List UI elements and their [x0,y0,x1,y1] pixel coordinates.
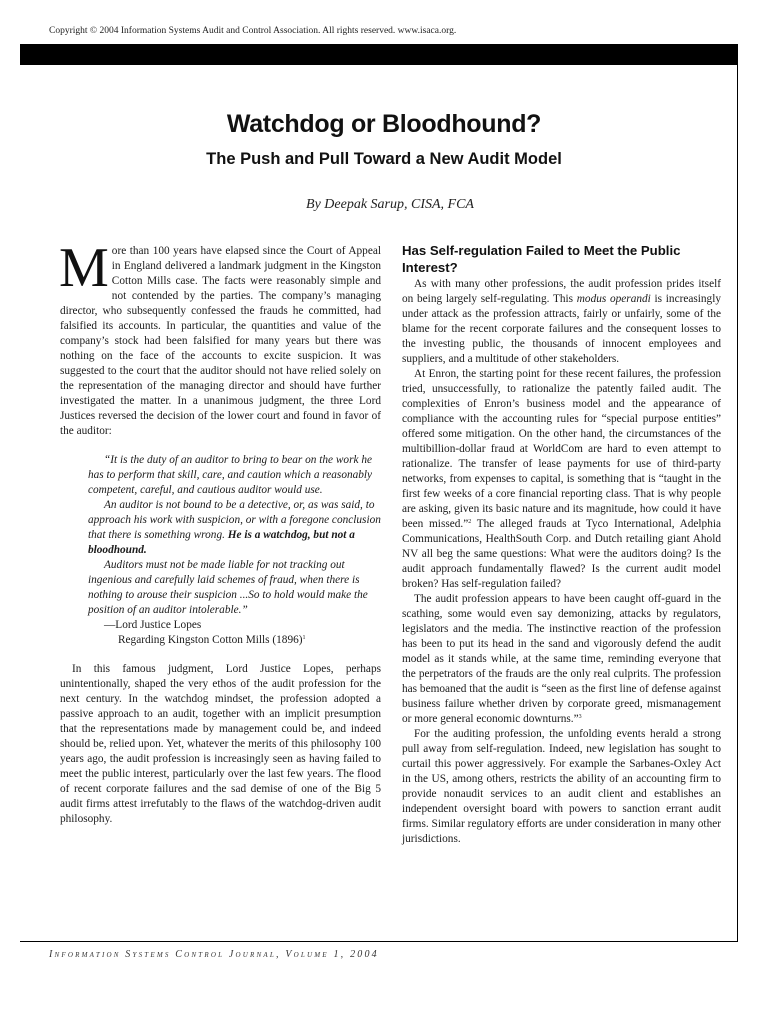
journal-footer: Information Systems Control Journal, Volume 1, 2004 [49,949,379,960]
body-text: As with many other professions, the audit profession prides itself on being largely self-regulating. This [402,278,721,305]
left-column [59,237,381,827]
body-paragraph [402,277,721,367]
intro-paragraph [59,237,381,439]
block-quote [88,453,381,648]
italic-term: modus operandi [576,293,651,305]
footnote-ref-1: 1 [302,635,306,641]
body-paragraph [402,592,721,727]
section-heading: Has Self-regulation Failed to Meet the Public Interest? [402,243,681,275]
article-title: Watchdog or Bloodhound? [226,110,542,138]
footnote-ref-3: 3 [578,714,582,720]
body-text: The alleged frauds at Tyco International, Adelphia Communications, HealthSouth Corp. and Dutch retailing giant Ahold NV all beg the same questions: What were the auditors doing? Is the audit approach fundamentally flawed? Is the current audit model broken? Has self-regulation failed? [402,518,722,590]
author-byline: By Deepak Sarup, CISA, FCA [306,197,474,212]
intro-text: ore than 100 years have elapsed since the Court of Appeal in England delivered a landmark judgment in the Kingston Cotton Mills case. The facts were reasonably simple and not contended by the parties. The company’s managing director, who subsequently confessed the frauds he committed, had falsified its accounts. In particular, the quantities and value of the company’s stock had been falsified for many years but there was nothing on the face of the accounts to excite suspicion. It was suggested to the court that the auditor should not have relied solely on the representation of the managing director and should have further investigated the matter. In a unanimous judgment, the three Lord Justices reversed the decision of the lower court and found in favor of the auditor: [60,245,381,437]
quote-source [88,633,381,648]
quote-attribution: —Lord Justice Lopes [104,619,202,631]
body-text: is increasingly under attack as the profession attracts, fairly or unfairly, some of the blame for the recent corporate failures and the consequent losses to the investing public, the thousands of innocent employees and suppliers, and a multitude of other stakeholders. [402,293,721,365]
quote-paragraph-3: Auditors must not be made liable for not tracking out ingenious and carefully laid schemes of fraud, when there is nothing to arouse their suspicion ...So to hold would make the position of an auditor intolerable.” [88,559,368,616]
quote-source-text: Regarding Kingston Cotton Mills (1896) [118,634,303,646]
body-paragraph: In this famous judgment, Lord Justice Lopes, perhaps unintentionally, shaped the very ethos of the audit profession for the next century. In the watchdog mindset, the profession adopted a passive approach to an audit, together with an implicit presumption that the representations made by management could be, and indeed should be, relied upon. Yet, whatever the merits of this philosophy 100 years ago, the audit profession is increasingly seen as having failed to meet the public interest, particularly over the last few years. The flood of recent corporate failures and the sad demise of one of the Big 5 audit firms attest irrefutably to the flaws of the watchdog-driven audit philosophy. [60,663,381,825]
quote-paragraph-2-text: An auditor is not bound to be a detective, or, as was said, to approach his work with suspicion, or with a foregone conclusion that there is something wrong. [88,499,381,541]
header-bar [20,44,738,65]
quote-paragraph-2 [88,498,381,558]
right-column [402,242,721,847]
copyright-notice: Copyright © 2004 Information Systems Audit and Control Association. All rights reserved. www.isaca.org. [49,26,457,36]
footnote-ref-2: 2 [468,519,472,525]
drop-cap: M [59,237,109,299]
article-subtitle: The Push and Pull Toward a New Audit Model [206,150,562,168]
body-paragraph: For the auditing profession, the unfolding events herald a strong pull away from self-regulation. Indeed, new legislation has sought to curtail this power aggressively. For example the Sarbanes-Oxley Act in the US, among others, restricts the ability of an accounting firm to provide nonaudit services to an audit client and establishes an independent oversight board with powers to sanction errant audit firms. Similar regulatory efforts are under consideration in many other jurisdictions. [402,728,721,845]
body-text: The audit profession appears to have been caught off-guard in the scathing, some would even say demonizing, attacks by regulators, legislators and the media. The instinctive reaction of the profession has been to put its head in the sand and vigorously defend the audit model as it stands while, at the same time, reminding everyone that the perpetrators of the frauds are the only real culprits. The profession has bemoaned that the audit is “seen as the first line of defense against business failure whether driven by corporate greed, mismanagement or more general economic downturns.” [402,593,721,725]
quote-paragraph-1: “It is the duty of an auditor to bring to bear on the work he has to perform that skill, care, and caution which a reasonably competent, careful, and cautious auditor would use. [88,454,373,496]
body-paragraph [402,367,721,592]
body-text: At Enron, the starting point for these recent failures, the profession tried, unsuccessfully, to rationalize the patently failed audit. The complexities of Enron’s business model and the appearance of compliance with the accounting rules for “special purpose entities” offered some mitigation. On the other hand, the circumstances of the multibillion-dollar fraud at WorldCom are hard to even attempt to rationalize. The transfer of lease payments for use of third-party networks, from expenses to capital, is something that is “taught in the first few weeks of a core financial reporting class. That is why people are asking, given its basic nature and its magnitude, how could it have been missed.” [402,368,721,530]
quote-emphasis: He is a watchdog, but not a bloodhound. [88,529,355,556]
